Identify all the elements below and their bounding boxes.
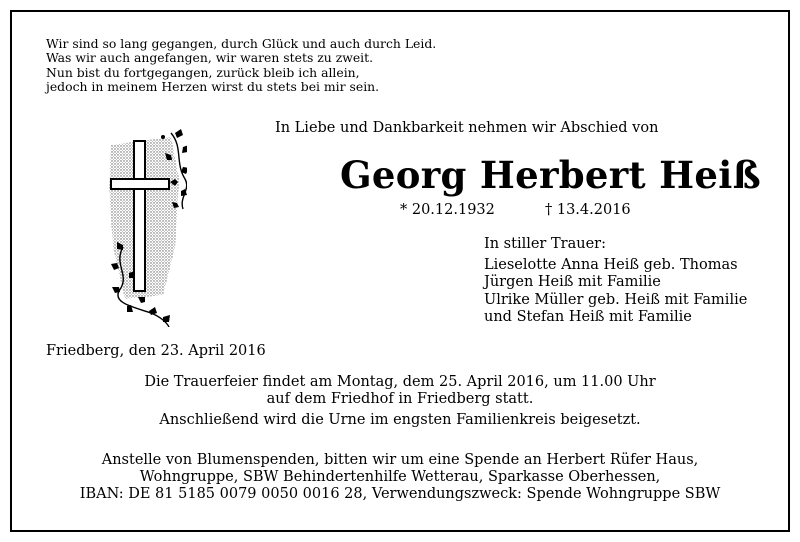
mourner-name: Lieselotte Anna Heiß geb. Thomas bbox=[484, 256, 738, 273]
donation-line: IBAN: DE 81 5185 0079 0050 0016 28, Verwendungszweck: Spende Wohngruppe SBW bbox=[79, 486, 721, 502]
mourners-list bbox=[484, 236, 747, 327]
service-info bbox=[0, 374, 800, 408]
donation-line: Anstelle von Blumenspenden, bitten wir um eine Spende an Herbert Rüfer Haus, bbox=[101, 452, 699, 468]
donation-info bbox=[0, 452, 800, 503]
place-date: Friedberg, den 23. April 2016 bbox=[46, 343, 266, 359]
mourner-name: Ulrike Müller geb. Heiß mit Familie bbox=[484, 291, 748, 308]
cross-with-ivy-icon bbox=[105, 127, 187, 327]
death-date: † 13.4.2016 bbox=[545, 202, 631, 218]
donation-line: Wohngruppe, SBW Behindertenhilfe Wetterau, Sparkasse Oberhessen, bbox=[139, 469, 661, 485]
poem-line: Wir sind so lang gegangen, durch Glück und auch durch Leid. bbox=[46, 36, 437, 51]
poem-line: jedoch in meinem Herzen wirst du stets bei mir sein. bbox=[46, 79, 380, 95]
birth-date: * 20.12.1932 bbox=[400, 202, 495, 218]
mourners-heading: In stiller Trauer: bbox=[484, 236, 606, 252]
mourner-name: Jürgen Heiß mit Familie bbox=[484, 274, 661, 290]
deceased-name: Georg Herbert Heiß bbox=[340, 153, 761, 197]
service-line: Die Trauerfeier findet am Montag, dem 25. April 2016, um 11.00 Uhr bbox=[144, 374, 656, 390]
service-line: auf dem Friedhof in Friedberg statt. bbox=[266, 391, 534, 407]
poem-line: Nun bist du fortgegangen, zurück bleib ich allein, bbox=[46, 64, 360, 80]
farewell-intro: In Liebe und Dankbarkeit nehmen wir Abschied von bbox=[275, 120, 659, 136]
poem bbox=[46, 37, 436, 95]
urn-burial-info: Anschließend wird die Urne im engsten Familienkreis beigesetzt. bbox=[159, 412, 641, 428]
mourner-name: und Stefan Heiß mit Familie bbox=[484, 309, 692, 325]
poem-line: Was wir auch angefangen, wir waren stets zu zweit. bbox=[46, 50, 374, 66]
